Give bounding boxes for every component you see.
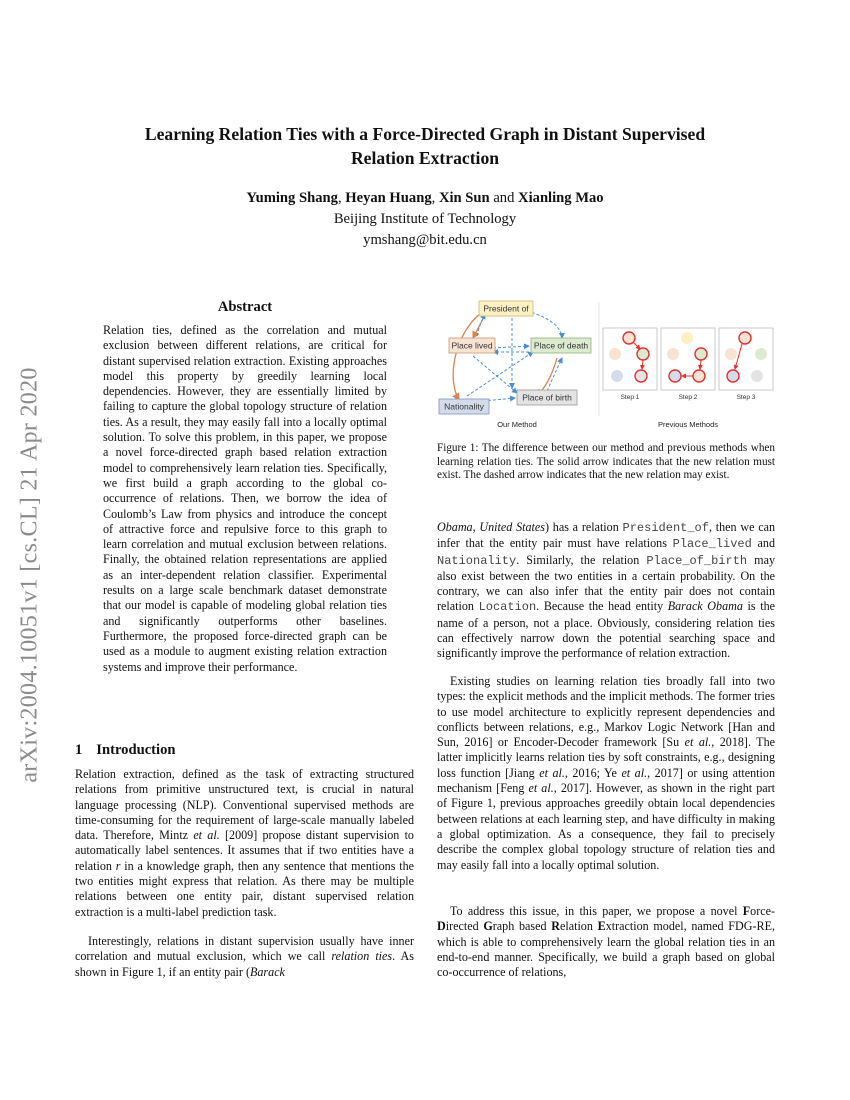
text-run: To address this issue, in this paper, we propose a novel (450, 904, 743, 918)
step-node (681, 332, 693, 344)
italic-run: r (115, 858, 121, 873)
relation-name: Place_lived (672, 537, 752, 552)
author-name: Yuming Shang (246, 190, 338, 206)
step-node (695, 348, 707, 360)
text-run: irected (445, 919, 484, 934)
step-arrow (642, 360, 643, 369)
right-paragraph-2 (437, 674, 775, 873)
arxiv-stamp-text: arXiv:2004.10051v1 [cs.CL] 21 Apr 2020 (16, 367, 43, 783)
step-node (635, 370, 647, 382)
step-arrow (700, 360, 701, 369)
bold-run: G (483, 919, 493, 934)
text-run: . Because the head entity (536, 599, 668, 614)
abstract-text: Relation ties, defined as the correlation and mutual exclusion between different relations, are critical for distant supervised relation extraction. Existing approaches model this property by greedily learning local dependencies. However, they are essentially limited by failing to capture the global topology structure of relation ties. As a result, they may easily fall into a locally optimal solution. To solve this problem, in this paper, we propose a novel force-directed graph based relation extraction model to comprehensively learn relation ties. Specifically, we first build a graph according to the global co-occurrence of relations. Then, we borrow the idea of Coulomb’s Law from physics and introduce the concept of attractive force and repulsive force to this graph to learn correlation and mutual exclusion between relations. Finally, the obtained relation representations are applied as an inter-dependent relation classifier. Experimental results on a large scale benchmark dataset demonstrate that our model is capable of modeling global relation ties and significantly outperforms other baselines. Furthermore, the proposed force-directed graph can be used as a module to augment existing relation extraction systems and improve their performance. (103, 323, 387, 674)
relation-name: Location (478, 600, 537, 615)
node-label: President of (483, 303, 529, 314)
figure-1 (437, 296, 787, 436)
step-node (725, 348, 737, 360)
step-node (611, 370, 623, 382)
step-arrow (633, 342, 640, 349)
step-node (693, 370, 705, 382)
bold-run: E (597, 919, 606, 934)
author-separator: , (431, 190, 436, 206)
text-run: and (751, 536, 775, 551)
intro-paragraph-2 (75, 934, 414, 980)
dashed-arrow (547, 358, 562, 391)
abstract-heading: Abstract (217, 299, 273, 315)
italic-run: Obama, United States (437, 520, 545, 534)
author-list (80, 190, 770, 207)
step-node (667, 348, 679, 360)
section-heading-introduction (75, 742, 176, 759)
text-run: . Similarly, the relation (516, 552, 647, 567)
step-label: Step 2 (678, 394, 698, 401)
figure-1-caption: Figure 1: The difference between our method and previous methods when learning relation ties. The solid arrow indicates that the new relation must exist. The dashed arrow indicates that the new relation may exist. (437, 442, 775, 481)
step-node (637, 348, 649, 360)
text-run: elation (559, 919, 598, 934)
italic-run: et al. (528, 781, 554, 796)
text-run: [2009] propose distant supervision to automatically label sentences. It assumes that if two entities have a relation (75, 828, 414, 873)
step-node (751, 370, 763, 382)
right-paragraph-3 (437, 904, 775, 980)
step-label: Step 1 (620, 394, 640, 401)
node-label: Place of birth (522, 392, 572, 403)
relation-name: President_of (622, 521, 709, 535)
label-previous-methods: Previous Methods (657, 420, 719, 429)
step-node (609, 348, 621, 360)
step-node (669, 370, 681, 382)
text-run: in a knowledge graph, then any sentence that mentions the two entities might express that relation. As there may be multiple relations between one entity pair, distant supervised relation extraction is a multi-label prediction task. (75, 858, 414, 919)
text-run: Relation extraction, defined as the task of extracting structured relations from primitive unstructured text, is crucial in natural language processing (NLP). Conventional supervised methods are time-consuming for the requirement of large-scale manually labeled data. Therefore, Mintz (75, 767, 414, 843)
previous-step-1 (603, 328, 657, 401)
bold-run: F (742, 904, 751, 918)
author-separator: and (493, 190, 515, 206)
dashed-arrow (467, 352, 533, 396)
intro-paragraph-1 (75, 767, 414, 920)
relation-name: Nationality (437, 553, 517, 568)
node-label: Place lived (451, 340, 493, 351)
node-label: Place of death (533, 340, 589, 351)
italic-run: Barack Obama (667, 599, 743, 614)
italic-run: et al. (539, 765, 565, 780)
italic-run: et al. (621, 765, 648, 780)
dashed-arrow (493, 346, 529, 348)
paper-title (80, 122, 770, 170)
right-paragraph-1 (437, 520, 775, 662)
node-label: Nationality (444, 401, 484, 412)
label-our-method: Our Method (497, 420, 537, 429)
title-line-1: Learning Relation Ties with a Force-Directed Graph in Distant Supervised (144, 124, 706, 144)
previous-step-2 (661, 328, 715, 401)
step-node (755, 348, 767, 360)
affiliation: Beijing Institute of Technology (333, 211, 517, 227)
section-title: Introduction (96, 742, 176, 758)
step-node (739, 332, 751, 344)
author-separator: , (337, 190, 342, 206)
italic-run: relation ties (331, 949, 393, 964)
text-run: raph based (492, 919, 552, 934)
step-node (727, 370, 739, 382)
text-run: is the name of a person, not a place. Obviously, considering relation ties can effectively narrow down the potential searching space and significantly improve the performance of relation extraction. (437, 599, 775, 661)
text-run: Interestingly, relations in distant supervision usually have inner correlation and mutual exclusion, which we call (75, 934, 414, 964)
italic-run: et al. (193, 828, 220, 843)
text-run: Existing studies on learning relation ties broadly fall into two types: the explicit methods and the implicit methods. The former tries to use model architecture to explicitly represent dependencies and conflicts between relations, e.g., Markov Logic Network [Han and Sun, 2016] or Encoder-Decoder framework [Su (437, 674, 775, 750)
text-run: , 2017] or using attention mechanism [Feng (437, 765, 775, 796)
text-run: , 2016; Ye (564, 765, 622, 780)
text-run: , 2018]. The latter implicitly learns relation ties by soft constraints, e.g., designing loss function [Jiang (437, 735, 775, 780)
author-name: Xianling Mao (518, 190, 604, 206)
previous-step-3 (719, 328, 773, 401)
italic-run: Barack (250, 964, 285, 979)
text-run: xtraction model, named FDG-RE, which is able to comprehensively learn the global relation ties in an end-to-end manner. Specifically, we build a graph based on global co-occurrence of relations, (437, 919, 776, 980)
bold-run: D (437, 919, 446, 934)
text-run: ) has a relation (544, 520, 623, 534)
section-number: 1 (75, 742, 83, 758)
text-run: , then we can infer that the entity pair must have relations (437, 520, 775, 551)
italic-run: et al. (684, 735, 712, 750)
our-method-graph (439, 301, 591, 414)
title-line-2: Relation Extraction (350, 148, 500, 168)
step-label: Step 3 (736, 394, 756, 401)
text-run: , 2017]. However, as shown in the right part of Figure 1, previous approaches greedily obtain local dependencies between relations at each learning step, and have difficulty in making a global optimization. As a consequence, they fail to precisely describe the complex global topology structure of relation ties and may easily fall into a locally optimal solution. (437, 781, 775, 872)
author-name: Xin Sun (438, 190, 490, 206)
arxiv-stamp (10, 295, 50, 855)
relation-name: Place_of_birth (646, 553, 748, 568)
text-run: may also exist between the two entities in a certain probability. On the contrary, we can also infer that the entity pair does not contain relation (437, 552, 775, 614)
bold-run: R (551, 919, 560, 934)
text-run: orce- (750, 904, 775, 918)
author-email: ymshang@bit.edu.cn (363, 232, 487, 248)
text-run: . As shown in Figure 1, if an entity pair ( (75, 949, 414, 979)
author-name: Heyan Huang (345, 190, 432, 206)
